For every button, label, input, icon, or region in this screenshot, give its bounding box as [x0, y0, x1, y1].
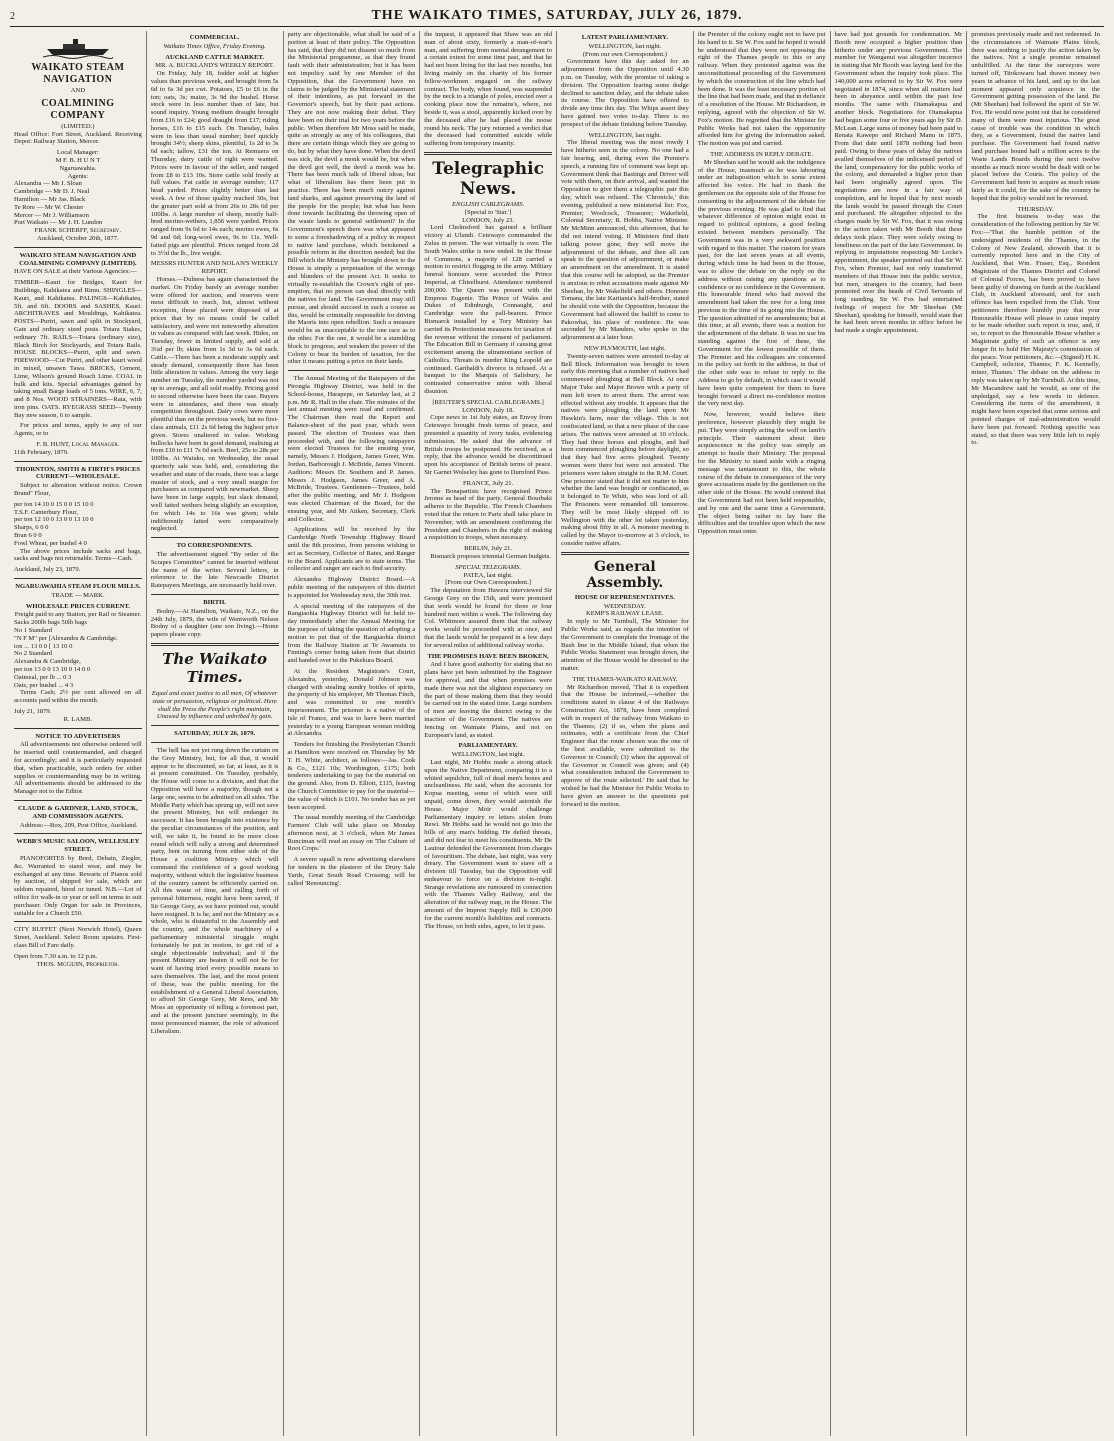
column-4-telegraphic: the inquest, it appeared that Shaw was an old man of about sixty, formerly a man-of-war's man, and suffering from mental derangement to a certain extent for some time past, and that he had not been living for the last two months, but living mainly on the charity of his former fellow-workmen engaged on the railway contract. The body, when found, was suspended by the neck to a triangle of poles, erected over a cooking place now the remains's, where, not beside it, was a stool, apparently kicked over by the deceased after he had placed the noose round his neck. The jury returned a verdict that the deceased had committed suicide while suffering from temporary insanity. Telegraphic News. ENGLISH CABLEGRAMS. [Special to 'Star.'] LONDON, July 23. Lord Chelmsford has gained a brilliant victory at Ulundi. Cetewayo commanded the Zulus in person. The war virtually is over. The South Wales strike is now ended. In the House of Commons, a majority of 128 carried a motion to restrict flogging in the army. Military funeral honours were accorded the Prince Imperial, at Chiselhurst. Attendance numbered 200,000. The Queen was present with the Empress Eugenie. The Prince of Wales and Dukes of Edinburgh, Connaught, and Cambridge were the pall-bearers. Prince Bismarck installed by a Tory Ministry has carried its Protectionist measures for taxation of the revenue without the consent of parliament. The Education Bill in Germany if causing great excitement among the ultramontane section of Catholics. Threats to murder King Leopold are continued. Garibaldi's divorce is refused. At a banquet to the Marquis of Salisbury, he contrasted conservative union with liberal disunion. [REUTER'S SPECIAL CABLEGRAMS.] LONDON, July 18. Cope news to 1st July states, an Envoy from Cetewayo brought fresh terms of peace, and presented a quantity of ivory tusks, evidencing submission. He asked that the advance of British troops be postponed. He received, as a reply, that the advance would be discontinued upon his acceptance of British terms of peace. Sir Garnet Wolseley has gone to Durnford Pass. FRANCE, July 21. The Bonapartists have recognised Prince Jerome as head of the party. General Bourbaki adheres to the Republic. The French Chambers voted that the return to Paris shall take place in November, with an amendment confirming the President and Chambers in the right of making a requisition to troops, when necessary. BERLIN, July 21. Bismarck proposes triennial German budgets. SPECIAL TELEGRAMS. PATEA, last night. [From our Own Correspondent.] The deputation from Hawera interviewed Sir George Grey on the 15th, and were promised that work would be found for three or four hundred men within a week. The following day Col. Whitmore assured them that the railway works would be proceeded with at once, and that the lands would be prepared in a few days for several miles of additional railway works. THE PROMISES HAVE BEEN BROKEN, And I have good authority for stating that no plans have yet been submitted by the Engineer for approval, and that when promises were made there was not the slightest expectancy on the part of those making them that they would be carried out in the stated time. Large numbers of men are leaving the district owing to the inaction of the Government. The natives are fencing on Waimate Plains, and not on European's land, as stated. PARLIAMENTARY. WELLINGTON, last night. Last night, Mr Hobbs made a strong attack upon the Native Department, comparing it to a whited sepulchre, full of dead men's bones and uncleanliness. He said, when the accounts for Kopua meeting, some of which were still unpaid, come down, they would astonish the House. Major Moir would challenge Parliamentary inquiry re letters stolen from Rewi. Mr Hobbs said he would not go into the bills of any man's bidding. He defied threats, and did not fear to meet his constituents. Mr De Lautour defended the Government from charges of favouritism. The debate, last night, was very dreary. The Government want to stave off a division till Tuesday, but the Opposition will endeavour to force on a division to-night. Strange revelations are rumoured in connection with the Thames Valley Railway, and the alteration of the railway map, in the House. The amount of the Imprest Supply Bill is £30,000 for the current month's liabilities and contracts. The House, on both sides, agree, to let it pass. [420, 31, 557, 1436]
ad-timber-sale: WAIKATO STEAM NAVIGATION AND COALMINING COMPANY (LIMITED). HAVE ON SALE at their Various Agencies:— TIMBER—Kauri for Bridges, Kauri for Buildings, Kahikatea and Rimu. SHINGLES—Kauri, and Kahikatea. PALINGS—Kahikatea, 5ft. and 6ft. DOORS and SASHES, Kauri. ARCHITRAVES and Mouldings, Kahikatea. POSTS—Puriri, sawn and split in Stockyard, Gate and ordinary sized posts. Totara Stakes, ordinary 7ft. RAILS—Totara (ordinary size), Black Birch for Stockyards, and Totara Rails. HOUSE BLOCKS—Puriri, split and sawn. FIREWOOD—Cut Puriri, and other kauri wood in mixed, unsawn Tawa. BRICKS, Cement, Lime, Wilson's ground Roach Lime. COAL in bulk and kits. Special advantages gained by taking small Barge loads of 5 tons. WIRE, 6, 7, and 8 Nos. WOOD STRAINERS—Rata, with iron pins. OATS. RYEGRASS SEED—Twenty Bay new season, 6 to sample. For prices and terms, apply to any of our Agents, or to F. B. HUNT, Local Manager. 11th February, 1879. [14, 251, 142, 456]
issue-date: SATURDAY, JULY 26, 1879. [174, 730, 256, 738]
commercial-heading: COMMERCIAL. [189, 34, 240, 41]
ad-webbs-music: WEBB'S MUSIC SALOON, WELLESLEY STREET. PIANOFORTES by Bord, Debain, Ziegler, &c. Warranted to stand wear, and may be exchanged at any time. Rewarts of Pianos sold by auction, of shipped for sale, which are seldom repaired, hired or tuned. N.B.—Lot of office for walk-in or year or sell on terms to suit purchaser. Only Organ for sale in Provinces, suitable for a Church £50. [14, 838, 142, 917]
columns [10, 31, 1104, 1436]
column-3: party are objectionable, what shall be said of a portion at least of their policy. The Opposition has said, that they did not dissent so much from the Ministerial programme, as that they found fault with their administration; but it has been not impolicy said by one Member of the Opposition, that the Government have no claims to be judged by the Ministerial statement of their intentions, as put forward in the Governor's speech, but by their past actions. They are not now making their debut. They have been on their trial for two years before the public. When therefore Mr Moss said he made, quite as strongly as any of his colleagues, that there are certain things which they are going to do, but by what they have done. When the devil was sick, the devil a monk would be, but when the devil got well, the devil a monk was he. There has been much talk of liberal ideas, but what of liberalism has there been put in practice. There has been much outcry against land sharks, and against preserving the land of the people for the people; but what has been done towards facilitating the throwing open of the waste lands to general settlement? In the Government's speech there was what appeared to some a foreshadowing of a policy in respect to native land purchase, which betokened a possible reform in the direction needed; but the Bill which the Ministry has brought down to the House is simply a perpetuation of the wrongs and blunders of the present Act. It seeks to virtually re-establish the Crown's right of pre-emption, that no person can deal directly with the natives for land. The Government may still pursue, and should succeed in such a course as this, would be criminally responsible for driving the Maoris into open rebellion. Such a measure would be as unacceptable to the one race as to the other. For the one, it would be a stumbling block to progress, and weaken the power of the Colony to bear its burden of taxation, for the other it means putting a price on their lands. The Annual Meeting of the Ratepayers of the Pirongia Highway District, was held in the School-house, Harapepe, on Saturday last, at 2 p.m. Mr R. Hall in the chair. The minutes of the last annual meeting were read and confirmed. The Chairman then read the Report and Balance-sheet of the past year, which were passed. The election of Trustees was then proceeded with, and the following ratepayers were elected Trustees for the ensuing year, namely, Messrs J. Hodgson, James Greer, Wm. Jordan, Barborough J. McBride, James Vincent. Auditors: Messrs Dr. Southern and P. James. Messrs J. Hodgson, James Greer, and A. McBride, Trustees. Gentlemen—Trustees, held after the public meeting, and Mr J. Hodgson was elected Chairman of the Board, for the ensuing year, and Mr Aitken, Secretary, Clerk and Collector. Applications will be received by the Cambridge North Township Highway Board until the 8th proximo, from persons wishing to act as Secretary, Collector of Rates, and Ranger to the Board. Applicants are to state terms. The collector and ranger are each to find security. Alexandra Highway District Board.—A public meeting of the ratepayers of this district is appointed for Wednesday next, the 30th inst. A special meeting of the ratepayers of the Rangiaohia Highway District will be held to-day immediately after the Annual Meeting for the purpose of taking the question of adopting a motion to put that of the Rangiaohia district from the Railway Station at Te Awamutu to Finning's corner being taken from that district and handed over to the Pukekura Board. At the Resident Magistrate's Court, Alexandra, yesterday, Donald Johnson was charged with stealing sundry bottles of spirits, the property of his employer, Mr Thomas Finch, and was committed to one month's imprisonment. The prisoner is a native of the Isle of France, and was to have been married yesterday to a young European woman residing at Alexandra. Tenders for finishing the Presbyterian Church at Hamilton were received on Thursday by Mr T. H. White, architect, as follows:—Jas. Cook & Co., £121 10s; Worthington, £175; both tenderers undertaking to pay for the material on the ground. Also, from D. Elliott, £115, leaving the Church Committee to pay for the material—the value of which is £101. No tender has as yet been accepted. The usual monthly meeting of the Cambridge Farmers' Club will take place on Monday afternoon next, at 3 o'clock, when Mr James Runciman will read an essay on 'The Culture of Root Crops.' A severe squall is now advertising elsewhere for tenders in the plasterer of the Drury Sale Yards, Great South Road Crossing; will be called 'Renouncing'. [284, 31, 421, 1436]
column-7: have had just grounds for condemnation. Mr Booth now occupied a higher position than hitherto under any previous Government. The member for Wanganui was altogether incorrect in stating that Mr Booth was laying land for the Government when the inquiry took place. The 140,000 acres referred to by Sir W. Fox were negotiated in 1874, since when all matters had been in abeyance until within the past few months. The same with Otamakapua and another block. Negotiations for Otamakapua had begun some four or five years ago by Sir D. McLean. Large sums of money had been paid to Renata Kawepo and Richard Manu in 1875. From that date until 1878 nothing had been paid. Owing to these years of delay the natives availed themselves of the unlicensed period of the land, compensatory for the public works of the colony, and demanded a higher price than had been originally agreed upon. The negotiations are now in a fair way of completion, and he hoped that by next month the lands would be passed through the Court and purchased. He altogether objected to the charges made by Sir W. Fox, that it was owing to the action taken with Mr Booth that these delays took place. They were solely owing to loneliness on the part of the late Government. In replying to imputations respecting Mr Locke's appointment, the speaker pointed out that Sir W. Fox, when Premier, had not only transferred members of that House into the public service, but men, strangers to the country, had been promoted over the heads of Civil Servants of long standing. Sir W. Fox had entertained feelings of respect for Mr Sheehan (Mr Sheehan), speaking for himself, would state that he had been seven months in office before he had made a single appointment. [831, 31, 968, 1436]
paper-nameplate: The Waikato Times. [162, 649, 268, 686]
column-1-advertisements [10, 31, 147, 1436]
masthead [10, 8, 1104, 27]
ad-thornton-prices: THORNTON, SMITH & FIRTH'S PRICES CURRENT—WHOLESALE. Subject to alteration without notice. Crown Brand" Flour, per ton 14 10 0 15 0 0 15 10 0 T.S.F. Canterbury Flour, per ton 12 10 0 13 0 0 13 10 0 Sharps, 6 0 0 Bran 6 0 0 Fowl Wheat, per bushel 4 0 The above prices include sacks and bags, sacks and bags not returnable. Terms—Cash. Auckland, July 23, 1879. [14, 465, 142, 574]
ad-flour-mills: NGARUAWAHIA STEAM FLOUR MILLS. TRADE — MARK. WHOLESALE PRICES CURRENT. Freight paid to any Station, per Rail or Steamer. Sacks 200lb bags 50lb bags No 1 Standard "N F M" per [Alexandra & Cambridge. ton ... 13 0 0 [ 13 10 0 No 2 Standard Alexandra & Cambridge, per ton 13 0 0 13 10 0 14 0 0 Oatmeal, per lb ... 0 3 Oats, per bushel ... 4 3 Terms Cash; 2½ per cent allowed on all accounts paid within the month. July 21, 1879. R. LAMB. [14, 583, 142, 723]
telegraphic-news-heading: Telegraphic News. [432, 158, 544, 199]
column-6: the Premier of the colony ought not to have put his hand to it. Sir W. Fox said he hoped it would be understood that they were not opposing the right of the Thames people to this or any railway. When they protested against was the unconstitutional proceeding of the Government by which the construction of the line which had been done. It was the least necessary portion of the line that had been made, and that in defiance of a resolution of the House. Mr Richardson, in replying, agreed with the objection of Sir W. Fox's motion. He regretted that the Minister for Public Works had not taken the opportunity afforded him for giving the information asked. The motion was put and carried. THE ADDRESS IN REPLY DEBATE. Mr Sheehan said he would ask the indulgence of the House, inasmuch as he was labouring under an indisposition which to some extent affected his voice. He had to thank the gentlemen on the opposite side of the House for consenting to the adjournment of the debate for the previous evening. He was glad to find that whatever difference of opinion might exist in regard to political opinions, a good feeling existed between members personally. The Government was in a very awkward position with regard to this matter. The custom for years past, for the last seven years at all events, during which time he had been in the House, was to allow the debate on the reply on the address without raising any questions as to confidence or no confidence in the Government. His honourable friend who had moved the amendment had taken the new for a long time previous to the time of its going into the House. The question admitted of no amendments; but at this time, at all events, there was a motion for the adjournment of the debate. It was no use his standing against the first of these, the Government for the lowest possible of them. The Premier and his colleagues are concerned in the policy set forth in the address, in that of the other side was to refuse to reply to the Address to go by default, in which case it would have been quite competent for them to have brought forward a direct no-confidence motion the very next day. Now, however, would believe their preference, however plausibly they might be put. They were simply acting the wolf on lamb's principle. Their statement about their acquiescence in the policy was simply an attempt to hustle their Ministry. The proposal for the Ministry to stand aside with a ringing message was tantamount to this, the whole course of the debate in consequence of the very grave accusations made by the gentlemen on the other side of the House. He would contend that the Government had not been held responsible, and by one and the same time a Government. The object being rather to lay bare the difficulties and the troubles upon which the new Opposition must enter. [694, 31, 831, 1436]
column-8: promises previously made and not redeemed. In the circumstances of Waimate Plains block, there was nothing to justify the action taken by the natives. Not a single promise remained unfulfilled. At the time the surveyors were turned off, Titokowaru had drawn money two years in advance of his land, and up to the last moment appeared only acquiesce in the Government getting possession of the land. He (Mr Sheehan) had followed the spirit of Sir W. Fox. He would now point out that he considered many of them were most injurious. The great cause of trouble was the condition in which they, as a Government, found the native land purchase. The Government had found native land purchase bound half a million acres to the Waste Lands Boards during the next twelve months as much more would be dealt with or be placed before the Courts. The policy of the Government had been to acquire as much estate fairly as it could, for the sake of the country he hoped that the policy would not be reversed. THURSDAY. The first business to-day was the consideration of the following petition by Sir W. Fox:—'That the humble petition of the undersigned residents of the Thames, in the Colony of New Zealand, showeth that it is currently reported here and in the City of Auckland, that Wm. Fraser, Esq., Resident Magistrate of the Thames District and Colonel of Colonial Forces, has been proved to have been guilty of drawing on funds at the Auckland Club, in Auckland aforesaid, and for such offence has been expelled from the Club. Your petitioners therefore humbly pray that your Honourable House will please to cause inquiry to be made whether such report is true, and, if so, to report to the Honourable House whether a Magistrate guilty of such an offence is any longer fit to hold Her Majesty's commission of the peace. Your petitioners, &c.—(Signed) H. K. Campbell, solicitor, Thames; F. K. Kennelly, miner, Thames.' The debate on the address in reply was taken up by Mr Turnbull. At this time, Mr Macandrew said he would, as one of the unpledged, say a few words in defence. Considering the turns of the amendment, it might have been expected that some serious and pointed charges of mal-administration would have been put forward. Nothing specific was stated, so that there was very little left to reply to. [971, 31, 1100, 447]
general-assembly-heading: General Assembly. [586, 558, 664, 591]
ad-city-buffet: CITY BUFFET (Next Norwich Hotel), Queen Street, Auckland. Select Room upstairs. First-class Bill of Fare daily. Open from 7.30 a.m. to 12 p.m. THOS. McGUIN, Proprietor. [14, 926, 142, 968]
steamer-icon [43, 33, 113, 59]
newspaper-title: THE WAIKATO TIMES, SATURDAY, JULY 26, 1879. [371, 8, 743, 23]
column-5-parliamentary: LATEST PARLIAMENTARY. WELLINGTON, last night. (From our own Correspondent.) Government have this day asked for an adjournment from the Opposition until 4.30 p.m. on Tuesday, with the promise of taking a division. The Opposition fearing some dodge declined to sanction delay, and the debate takes its course. The Opposition have offered to divide any time this day. The Whips assert they have gained two votes to-day. There is no prospect of the debate finishing before Tuesday. WELLINGTON, last night. The liberal meeting was the most rowdy I have hitherto seen in the colony. No one had a fair hearing, and, during even the Premier's speech, a running fire of comment was kept up. Government think that Bastings and Driver will vote with them, on their arrival, and wanted the Opposition to give them a telegraphic pair this day, which was refused. The 'Chronicle,' this evening, published a new ministerial list: Fox, Premier; Woolcock, Treasurer; Wakefield, Colonial Secretary; R. Hobbs, Native Minister. Mr McMinn announced, this afternoon, that he did not intend voting. If Ministers find their talking power gone, they will move the adjournment of the debate, and then all can speak to the question of adjournment, or make an amendment on the amendment. It is stated that this course will be adopted, as the Premier is anxious to rebut accusations made against Mr Sheehan, by Mr Wakefield and others. Honoure Tomana, the late Karitania's half-brother, stated he should vote with the Opposition, because the Government had allowed the bailiff to come to Pakowhai, his place of residence. He was seconded by Mr Manders, who spoke to the adjournment at a later hour. NEW PLYMOUTH, last night. Twenty-seven natives were arrested to-day at Bell Block. Information was brought to town early this morning that a number of natives had commenced ploughing at Bell Block. At once Major Tuke and Major Brown with a party of men left town to arrest them. The arrest was effected without any trouble. It appears that the natives were ploughing the land upon Mr Hawkin's farm, near the village. This is not confiscated land, so that a new phase of the case arises. The natives were arrested at 10 o'clock. They had three horses and ploughs, and had been commenced ploughing before daylight, so that they had five acres ploughed. Twenty women were there but were not arrested. The prisoners were taken straight to the R.M. Court. One prisoner stated that it did not matter to him whether the land was bought or confiscated, as it belonged to Te Whiti, who was lord of all. The Prisoners were remanded till tomorrow. They will be most likely shipped off to Wellington with the other lot taken yesterday, making about fifty in all. A monster meeting is called by the Mayor to-morrow at 3 o'clock, to consider native affairs. General Assembly. HOUSE OF REPRESENTATIVES. WEDNESDAY. KEMP'S RAILWAY LEASE. In reply to Mr Turnbull, The Minister for Public Works said, as regards the intention of the Government to complete the frontage of the Bush line in the Middle Island, that when the Public Works Statement was brought down, the attention of the House would be directed to the matter. THE THAMES-WAIKATO RAILWAY. Mr Richardson moved, 'That it is expedient that the House be informed,—whether the conditions stated in clause 4 of the Railways Construction Act, 1878, have been complied with in respect of the railway from Waikato to the Thames; (2) if so, when the plans and estimates, with a certificate from the Chief Engineer that the route chosen was the one of the best available, were submitted to the Governor in Council; (3) when the approval of the Governor in Council was given; and (4) what consideration induced the Government to approve of the route selected.' He said that he wished he had the Minister for Public Works to have given an answer to the questions put forward in the motion. [557, 31, 694, 1436]
notice-to-advertisers: NOTICE TO ADVERTISERS All advertisements not otherwise ordered will be inserted until countermanded, and charged for accordingly; and it is particularly requested that, when practicable, such orders for either supplies or countermanding may be in writing. All advertisements should be addressed to the Manager not to the Editor. [14, 732, 142, 796]
page-number: 2 [10, 11, 15, 22]
latest-parliamentary-heading: LATEST PARLIAMENTARY. [581, 34, 668, 41]
column-2-commercial: COMMERCIAL. Waikato Times Office, Friday Evening. AUCKLAND CATTLE MARKET. MR. A. BUCKLAND'S WEEKLY REPORT. On Friday, July 18, fodder sold at higher values than previous week, and brought from 5s 6d to 6s 3d per cwt. Potatoes, £5 to £6 in the ton; oats, 3s; maize, 3s 9d the bushel. Horse stock were in less number than of late, but sound inquiry. Young medium draught brought from £16 to £24; good draught from £17; riding horses, £16 to £15 each. On Tuesday, bales were in less than usual number; beef quickly brought 34½; sheep skins, plentiful, 1s 2d to 3s 6d each; tallow, £31 the ton. At Remuera on Thursday, dairy cattle of right were wanted. Prices were in favour of the seller, and ranged from £8 to £13 10s. Store cattle sold freely at full values. Fat cattle in average number; 117 head yarded. Prices slightly better than last week. A few of those quality reached 30s, but the greater part sold at from 26s to 28s 6d per 100lbs. A large number of sheep, mostly half-bred merino-wethers, 1,856 were yarded. Prices ranged from 9s 6d to 14s each; merino ewes, 6s 9d and 6d; long-wool ewes, 9s to 11s. Well-fatted pigs are plentiful. Prices ranged from 2d to 3½d the lb., live weight. MESSRS HUNTER AND NOLAN'S WEEKLY REPORT. Horses.—Dulness has again characterised the market. On Friday barely an average number were offered for auction, and reserves were most difficult to reach, but, almost without exception, those placed were disposed of at prices that by no means could be called satisfactory, and were not noteworthy alteration in values as compared with last week. Hides, on Tuesday, fewer in limited supply, and sold at 3¼d per lb; skins from 1s 3d to 3s 6d each. Cattle.—There has been a moderate supply and steady demand, consequently there has been little alteration in values. Among the very large number on Tuesday, the number yarded was not up to average, and all sold readily. Pricing good to second otherwise have been the case. Buyers were in attendance, and there was steady competition throughout. Dairy cows were more plentiful than on the previous week, but no first-class animals, £11 2s 6d being the highest price given. Stores unaltered in value. Working bullocks have been in good demand, realising at from £10 to £11 7s 6d each. Beef, 25s to 28s per 100lbs. At Waiuku, on Wednesday, the usual quarterly sale was held, and, considering the weather and state of the roads, there was a large muster of stock, and a very small margin for purchasers as compared with newmarket. Sheep have been in large supply, but slack demand, well fatted wethers being slightly an exception, for which 14s to 16s was given; while indifferently fatted were comparatively neglected. TO CORRESPONDENTS. The advertisement signed "By order of the Scrapes Committee" cannot be inserted without the name of the writer. Several letters, in reference to the late Newcastle District Ratepayers Meetings, are necessarily held over. BIRTH. Bodny.—At Hamilton, Waikato, N.Z., on the 24th July, 1879, the wife of Wentworth Nelson Bodny of a daughter (one son living).—Home papers please copy. The Waikato Times. Equal and exact justice to all men, Of whatever state or persuasion, religious or political. Here shall the Press the People's right maintain, Unawed by influence and unbribed by gain. SATURDAY, JULY 26, 1879. The bell has not yet rung down the curtain on the Grey Ministry, but, for all that, it would appear to be discounted, so far, at least, as it is at present constituted. On Tuesday, probably, the House will come to a division, and that the Opposition will have a majority, though not a large one, seems to be admitted on all sides. The Middle Party which has sprung up, will not save the present Ministry, but will endanger its successor. It has been brought into existence by the peculiar circumstances of the position, and will, we take it, be found to be more close round which will rally a strong and determined party, bent on turning from either side of the House a coalition Ministry which will command the confidence of a good working majority, without which the legislative business of the country cannot be efficiently carried on. All this waste of time, and calling forth of personal bitterness, might have been saved, if Sir George Grey, as we have pointed out, would have resigned. It is he, and not the Ministry as a whole, who is distasteful to the Assembly and the country, and the whole machinery of a parliamentary ministerial struggle might fortunately be put in motion, to get rid of a single objectionable individual; and if the present Ministry are beaten it will not be for want of having tried every possible means to save themselves. The last, and the most potent of these, was the public meeting for the establishment of a General Liberal Association, to afford Sir George Grey, Mr Rees, and Mr Moss an opportunity of telling a foremost part, and at the present juncture seemingly, in the most pronounced manner, the role of advanced Liberalism. [147, 31, 284, 1436]
ad-claude-gardner: CLAUDE & GARDNER, LAND, STOCK, AND COMMISSION AGENTS. Address:—Box, 209, Post Office, Auckland. [17, 804, 138, 829]
leader-article: The bell has not yet rung down the curtain on the Grey Ministry, but, for all that, it would appear to be discounted, so far, at least, as it is at present constituted. On Tuesday, probably, the House will come to a division, and that the Opposition will have a majority, though not a large one, seems to be admitted on all sides. The Middle Party which has sprung up, will not save the present Ministry, but will endanger its successor. It has been brought into existence by the peculiar circumstances of the position, and will, we take it, be found to be more close round which will rally a strong and determined party, bent on turning from either side of the House a coalition Ministry which will command the confidence of a good working majority, without which the legislative business of the country cannot be efficiently carried on. All this waste of time, and calling forth of personal bitterness, might have been saved, if Sir George Grey, as we have pointed out, would have resigned. It is he, and not the Ministry as a whole, who is distasteful to the Assembly and the country, and the whole machinery of a parliamentary ministerial struggle might fortunately be put in motion, to get rid of a single objectionable individual; and if the present Ministry are beaten it will not be for want of having tried every possible means to save themselves. The last, and the most potent of these, was the public meeting for the establishment of a General Liberal Association, to afford Sir George Grey, Mr Rees, and Mr Moss an opportunity of telling a foremost part, and at the present juncture seemingly, in the most pronounced manner, the role of advanced Liberalism. [150, 746, 279, 1035]
ad-waikato-steam: WAIKATO STEAM NAVIGATION AND COALMINING COMPANY (LIMITED.) Head Office: Fort Street, Auckland. Receiving Depot: Railway Station, Mercer. Local Manager: M F. B. H U N T Ngaruawahia. Agents: Alexandra — Mr J. Sloan Cambridge — Mr D. J. Neal Hamilton — Mr Jas. Black Te Rore — Mr W. Chester Mercer — Mr J. Williamson Port Waikato — Mr J. H. Lundon FRANK SCHERFF, Secretary. Auckland, October 20th, 1877. [14, 62, 142, 242]
